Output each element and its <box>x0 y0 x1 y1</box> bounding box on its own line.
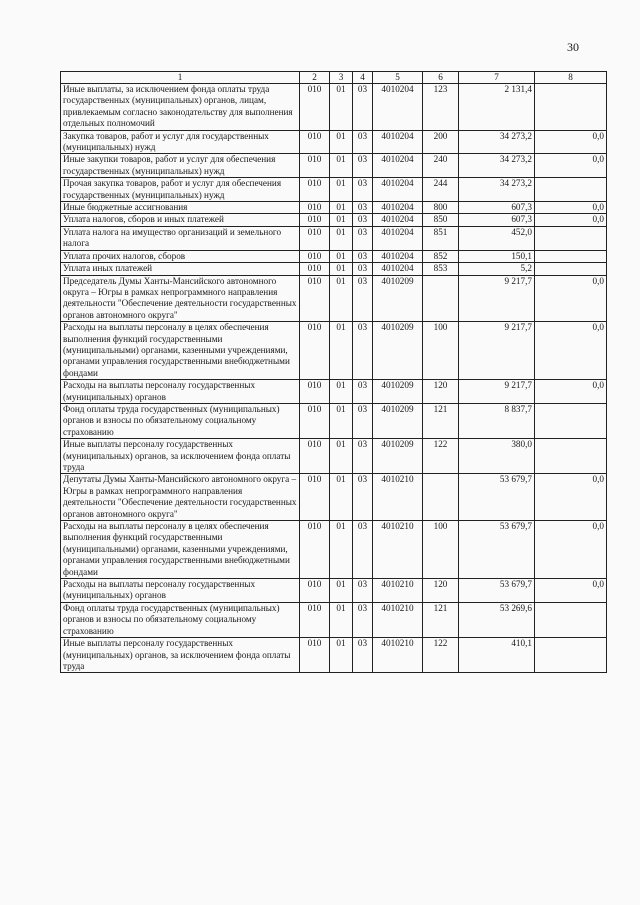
table-row <box>61 380 607 404</box>
subsection-cell: 03 <box>353 263 373 275</box>
section-cell: 01 <box>330 178 353 202</box>
budget-table <box>60 71 607 673</box>
amount-cell: 607,3 <box>459 202 535 214</box>
target-article-cell: 4010204 <box>373 226 423 250</box>
section-cell: 01 <box>330 439 353 474</box>
expense-type-cell: 120 <box>423 380 459 404</box>
section-cell: 01 <box>330 474 353 521</box>
amount-cell: 452,0 <box>459 226 535 250</box>
amount-federal-cell: 0,0 <box>535 579 607 603</box>
section-cell: 01 <box>330 84 353 131</box>
ministry-code-cell: 010 <box>300 439 330 474</box>
expense-type-cell: 100 <box>423 322 459 380</box>
target-article-cell: 4010210 <box>373 521 423 579</box>
expense-name-cell: Расходы на выплаты персоналу в целях обеспечения выполнения функций государственными (муниципальными) органами, казенными учреждениями, органами управления государственными внебюджетными фондами <box>61 521 300 579</box>
ministry-code-cell: 010 <box>300 154 330 178</box>
section-cell: 01 <box>330 322 353 380</box>
subsection-cell: 03 <box>353 579 373 603</box>
page-number: 30 <box>567 40 579 54</box>
expense-name-cell: Прочая закупка товаров, работ и услуг для обеспечения государственных (муниципальных) нужд <box>61 178 300 202</box>
target-article-cell: 4010209 <box>373 439 423 474</box>
table-row <box>61 226 607 250</box>
subsection-cell: 03 <box>353 474 373 521</box>
amount-cell: 34 273,2 <box>459 154 535 178</box>
column-header-5: 5 <box>373 72 423 84</box>
amount-cell: 410,1 <box>459 638 535 673</box>
target-article-cell: 4010209 <box>373 322 423 380</box>
ministry-code-cell: 010 <box>300 202 330 214</box>
amount-cell: 150,1 <box>459 250 535 262</box>
subsection-cell: 03 <box>353 202 373 214</box>
subsection-cell: 03 <box>353 403 373 438</box>
expense-type-cell: 100 <box>423 521 459 579</box>
section-cell: 01 <box>330 602 353 637</box>
table-row <box>61 214 607 226</box>
ministry-code-cell: 010 <box>300 403 330 438</box>
ministry-code-cell: 010 <box>300 275 330 322</box>
target-article-cell: 4010210 <box>373 638 423 673</box>
amount-cell: 34 273,2 <box>459 130 535 154</box>
amount-cell: 8 837,7 <box>459 403 535 438</box>
table-row <box>61 439 607 474</box>
expense-name-cell: Расходы на выплаты персоналу государственных (муниципальных) органов <box>61 380 300 404</box>
amount-cell: 2 131,4 <box>459 84 535 131</box>
column-header-8: 8 <box>535 72 607 84</box>
ministry-code-cell: 010 <box>300 84 330 131</box>
ministry-code-cell: 010 <box>300 130 330 154</box>
table-row <box>61 602 607 637</box>
table-row <box>61 263 607 275</box>
expense-name-cell: Фонд оплаты труда государственных (муниципальных) органов и взносы по обязательному социальному страхованию <box>61 403 300 438</box>
section-cell: 01 <box>330 226 353 250</box>
expense-type-cell: 120 <box>423 579 459 603</box>
section-cell: 01 <box>330 202 353 214</box>
expense-type-cell: 850 <box>423 214 459 226</box>
target-article-cell: 4010204 <box>373 263 423 275</box>
section-cell: 01 <box>330 275 353 322</box>
table-row <box>61 154 607 178</box>
subsection-cell: 03 <box>353 439 373 474</box>
ministry-code-cell: 010 <box>300 263 330 275</box>
subsection-cell: 03 <box>353 178 373 202</box>
column-header-3: 3 <box>330 72 353 84</box>
amount-cell: 5,2 <box>459 263 535 275</box>
table-row <box>61 202 607 214</box>
table-row <box>61 130 607 154</box>
amount-cell: 607,3 <box>459 214 535 226</box>
expense-name-cell: Расходы на выплаты персоналу государственных (муниципальных) органов <box>61 579 300 603</box>
amount-federal-cell: 0,0 <box>535 130 607 154</box>
subsection-cell: 03 <box>353 322 373 380</box>
expense-type-cell <box>423 474 459 521</box>
target-article-cell: 4010204 <box>373 214 423 226</box>
amount-cell: 9 217,7 <box>459 380 535 404</box>
amount-federal-cell <box>535 178 607 202</box>
amount-federal-cell <box>535 638 607 673</box>
target-article-cell: 4010209 <box>373 380 423 404</box>
column-header-7: 7 <box>459 72 535 84</box>
ministry-code-cell: 010 <box>300 474 330 521</box>
amount-federal-cell: 0,0 <box>535 380 607 404</box>
table-row <box>61 638 607 673</box>
expense-name-cell: Иные выплаты, за исключением фонда оплаты труда государственных (муниципальных) органов, лицам, привлекаемым согласно законодательству для выполнения отдельных полномочий <box>61 84 300 131</box>
expense-type-cell: 123 <box>423 84 459 131</box>
ministry-code-cell: 010 <box>300 226 330 250</box>
table-row <box>61 521 607 579</box>
target-article-cell: 4010210 <box>373 474 423 521</box>
target-article-cell: 4010210 <box>373 579 423 603</box>
target-article-cell: 4010204 <box>373 84 423 131</box>
amount-federal-cell <box>535 403 607 438</box>
subsection-cell: 03 <box>353 275 373 322</box>
table-row <box>61 474 607 521</box>
subsection-cell: 03 <box>353 380 373 404</box>
column-header-2: 2 <box>300 72 330 84</box>
expense-type-cell: 121 <box>423 403 459 438</box>
target-article-cell: 4010209 <box>373 403 423 438</box>
amount-federal-cell <box>535 439 607 474</box>
target-article-cell: 4010204 <box>373 250 423 262</box>
target-article-cell: 4010204 <box>373 178 423 202</box>
table-row <box>61 403 607 438</box>
expense-name-cell: Фонд оплаты труда государственных (муниципальных) органов и взносы по обязательному социальному страхованию <box>61 602 300 637</box>
expense-type-cell: 851 <box>423 226 459 250</box>
expense-type-cell: 800 <box>423 202 459 214</box>
target-article-cell: 4010209 <box>373 275 423 322</box>
table-row <box>61 84 607 131</box>
section-cell: 01 <box>330 263 353 275</box>
expense-type-cell: 121 <box>423 602 459 637</box>
section-cell: 01 <box>330 380 353 404</box>
ministry-code-cell: 010 <box>300 214 330 226</box>
table-body <box>61 84 607 673</box>
target-article-cell: 4010204 <box>373 154 423 178</box>
subsection-cell: 03 <box>353 226 373 250</box>
section-cell: 01 <box>330 403 353 438</box>
expense-name-cell: Уплата налога на имущество организаций и земельного налога <box>61 226 300 250</box>
subsection-cell: 03 <box>353 154 373 178</box>
amount-federal-cell: 0,0 <box>535 214 607 226</box>
table-row <box>61 178 607 202</box>
expense-name-cell: Иные бюджетные ассигнования <box>61 202 300 214</box>
column-header-1: 1 <box>61 72 300 84</box>
ministry-code-cell: 010 <box>300 322 330 380</box>
expense-name-cell: Иные закупки товаров, работ и услуг для обеспечения государственных (муниципальных) нужд <box>61 154 300 178</box>
expense-name-cell: Иные выплаты персоналу государственных (муниципальных) органов, за исключением фонда оплаты труда <box>61 439 300 474</box>
amount-federal-cell: 0,0 <box>535 521 607 579</box>
section-cell: 01 <box>330 521 353 579</box>
expense-type-cell: 244 <box>423 178 459 202</box>
expense-name-cell: Иные выплаты персоналу государственных (муниципальных) органов, за исключением фонда оплаты труда <box>61 638 300 673</box>
section-cell: 01 <box>330 130 353 154</box>
amount-federal-cell: 0,0 <box>535 202 607 214</box>
section-cell: 01 <box>330 579 353 603</box>
table-row <box>61 250 607 262</box>
amount-cell: 380,0 <box>459 439 535 474</box>
amount-federal-cell <box>535 602 607 637</box>
target-article-cell: 4010204 <box>373 202 423 214</box>
subsection-cell: 03 <box>353 250 373 262</box>
expense-name-cell: Закупка товаров, работ и услуг для государственных (муниципальных) нужд <box>61 130 300 154</box>
table-row <box>61 275 607 322</box>
expense-name-cell: Председатель Думы Ханты-Мансийского автономного округа – Югры в рамках непрограммного направления деятельности "Обеспечение деятельности государственных органов автономного округа" <box>61 275 300 322</box>
subsection-cell: 03 <box>353 130 373 154</box>
subsection-cell: 03 <box>353 84 373 131</box>
expense-name-cell: Уплата иных платежей <box>61 263 300 275</box>
amount-federal-cell: 0,0 <box>535 474 607 521</box>
expense-name-cell: Уплата налогов, сборов и иных платежей <box>61 214 300 226</box>
subsection-cell: 03 <box>353 638 373 673</box>
column-header-6: 6 <box>423 72 459 84</box>
amount-cell: 53 679,7 <box>459 474 535 521</box>
amount-federal-cell <box>535 263 607 275</box>
table-row <box>61 322 607 380</box>
ministry-code-cell: 010 <box>300 602 330 637</box>
expense-type-cell: 852 <box>423 250 459 262</box>
amount-cell: 53 269,6 <box>459 602 535 637</box>
amount-cell: 9 217,7 <box>459 322 535 380</box>
target-article-cell: 4010210 <box>373 602 423 637</box>
subsection-cell: 03 <box>353 602 373 637</box>
target-article-cell: 4010204 <box>373 130 423 154</box>
section-cell: 01 <box>330 214 353 226</box>
ministry-code-cell: 010 <box>300 380 330 404</box>
expense-name-cell: Уплата прочих налогов, сборов <box>61 250 300 262</box>
amount-cell: 34 273,2 <box>459 178 535 202</box>
expense-name-cell: Депутаты Думы Ханты-Мансийского автономного округа – Югры в рамках непрограммного направления деятельности "Обеспечение деятельности государственных органов автономного округа" <box>61 474 300 521</box>
section-cell: 01 <box>330 638 353 673</box>
amount-federal-cell <box>535 250 607 262</box>
expense-type-cell <box>423 275 459 322</box>
amount-cell: 53 679,7 <box>459 579 535 603</box>
amount-federal-cell <box>535 226 607 250</box>
section-cell: 01 <box>330 154 353 178</box>
subsection-cell: 03 <box>353 521 373 579</box>
expense-name-cell: Расходы на выплаты персоналу в целях обеспечения выполнения функций государственными (муниципальными) органами, казенными учреждениями, органами управления государственными внебюджетными фондами <box>61 322 300 380</box>
ministry-code-cell: 010 <box>300 521 330 579</box>
section-cell: 01 <box>330 250 353 262</box>
table-header-row <box>61 72 607 84</box>
table-row <box>61 579 607 603</box>
subsection-cell: 03 <box>353 214 373 226</box>
amount-cell: 53 679,7 <box>459 521 535 579</box>
amount-federal-cell: 0,0 <box>535 275 607 322</box>
expense-type-cell: 200 <box>423 130 459 154</box>
amount-federal-cell: 0,0 <box>535 154 607 178</box>
ministry-code-cell: 010 <box>300 178 330 202</box>
amount-federal-cell: 0,0 <box>535 322 607 380</box>
expense-type-cell: 240 <box>423 154 459 178</box>
ministry-code-cell: 010 <box>300 638 330 673</box>
expense-type-cell: 853 <box>423 263 459 275</box>
expense-type-cell: 122 <box>423 638 459 673</box>
ministry-code-cell: 010 <box>300 250 330 262</box>
amount-federal-cell <box>535 84 607 131</box>
amount-cell: 9 217,7 <box>459 275 535 322</box>
expense-type-cell: 122 <box>423 439 459 474</box>
column-header-4: 4 <box>353 72 373 84</box>
ministry-code-cell: 010 <box>300 579 330 603</box>
